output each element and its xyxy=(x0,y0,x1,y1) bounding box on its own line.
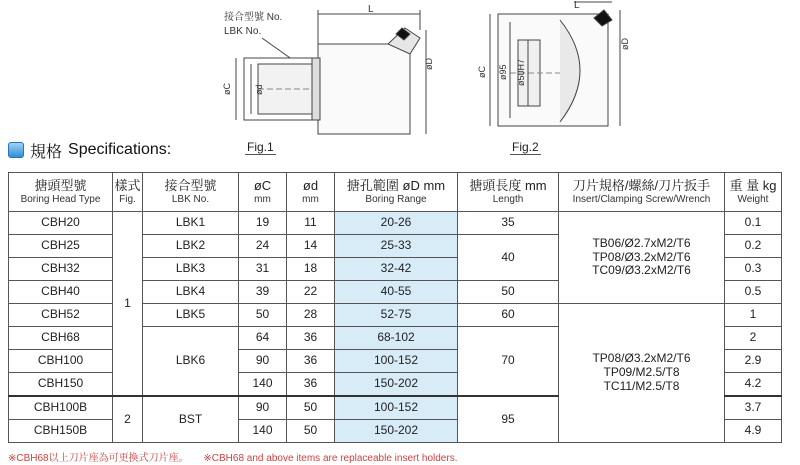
cell-d: 36 xyxy=(287,373,335,397)
cell-d: 50 xyxy=(287,396,335,420)
header-c: øC mm xyxy=(239,173,287,212)
cell-range: 100-152 xyxy=(335,350,458,373)
cell-weight: 4.2 xyxy=(725,373,782,397)
cell-weight: 0.3 xyxy=(725,258,782,281)
footnote-en: ※CBH68 and above items are replaceable insert holders. xyxy=(203,453,458,464)
cell-lbk: LBK1 xyxy=(143,212,239,235)
cell-c: 24 xyxy=(239,235,287,258)
fig2-dim-D: øD xyxy=(620,38,630,50)
header-weight: 重 量 kg Weight xyxy=(725,173,782,212)
cell-d: 36 xyxy=(287,350,335,373)
cell-c: 50 xyxy=(239,304,287,327)
cell-lbk: BST xyxy=(143,396,239,443)
cell-weight: 0.2 xyxy=(725,235,782,258)
section-bullet-icon xyxy=(8,142,24,158)
figures-area xyxy=(0,0,800,160)
insert-spec: TC09/Ø3.2xM2/T6 xyxy=(592,263,691,278)
cell-lbk: LBK3 xyxy=(143,258,239,281)
cell-weight: 4.9 xyxy=(725,420,782,443)
figure-2-drawing xyxy=(477,0,630,126)
header-type: 搪頭型號 Boring Head Type xyxy=(9,173,113,212)
cell-range: 40-55 xyxy=(335,281,458,304)
cell-range: 32-42 xyxy=(335,258,458,281)
header-lbk: 接合型號 LBK No. xyxy=(143,173,239,212)
fig1-dim-L: L xyxy=(368,4,374,15)
cell-range: 25-33 xyxy=(335,235,458,258)
figure-1-label: Fig.1 xyxy=(247,140,274,154)
cell-d: 18 xyxy=(287,258,335,281)
cell-type: CBH52 xyxy=(9,304,113,327)
header-insert: 刀片規格/螺絲/刀片扳手 Insert/Clamping Screw/Wrench xyxy=(559,173,725,212)
cell-type: CBH32 xyxy=(9,258,113,281)
insert-spec: TP09/M2.5/T8 xyxy=(603,365,680,380)
cell-c: 19 xyxy=(239,212,287,235)
footnote-zh: ※CBH68以上刀片座為可更換式刀片座。 xyxy=(8,453,189,464)
specifications-table xyxy=(8,172,782,443)
cell-d: 22 xyxy=(287,281,335,304)
fig1-dim-d: ød xyxy=(254,84,264,95)
cell-weight: 2.9 xyxy=(725,350,782,373)
specifications-title-zh: 規格 xyxy=(30,143,63,161)
cell-fig-group: 1 xyxy=(113,212,143,397)
cell-range: 52-75 xyxy=(335,304,458,327)
fig2-dim-50H7: ø50H7 xyxy=(516,58,526,86)
table-header-row xyxy=(9,173,782,212)
cell-length: 95 xyxy=(458,396,559,443)
insert-spec: TB06/Ø2.7xM2/T6 xyxy=(592,235,691,250)
cell-d: 36 xyxy=(287,327,335,350)
fig1-dim-C: øC xyxy=(222,83,232,95)
fig1-dim-D: øD xyxy=(424,58,434,70)
cell-lbk: LBK6 xyxy=(143,327,239,397)
cell-length: 60 xyxy=(458,304,559,327)
cell-d: 14 xyxy=(287,235,335,258)
cell-type: CBH100B xyxy=(9,396,113,420)
cell-type: CBH100 xyxy=(9,350,113,373)
insert-spec: TP08/Ø3.2xM2/T6 xyxy=(592,249,691,264)
header-d: ød mm xyxy=(287,173,335,212)
cell-range: 68-102 xyxy=(335,327,458,350)
cell-weight: 0.5 xyxy=(725,281,782,304)
cell-weight: 3.7 xyxy=(725,396,782,420)
fig2-dim-C: øC xyxy=(477,66,487,78)
cell-c: 140 xyxy=(239,373,287,397)
cell-weight: 0.1 xyxy=(725,212,782,235)
cell-lbk: LBK5 xyxy=(143,304,239,327)
header-length: 搪頭長度 mm Length xyxy=(458,173,559,212)
cell-range: 150-202 xyxy=(335,420,458,443)
cell-c: 90 xyxy=(239,350,287,373)
figure-1-drawing xyxy=(222,4,434,134)
cell-lbk: LBK2 xyxy=(143,235,239,258)
cell-d: 11 xyxy=(287,212,335,235)
cell-c: 90 xyxy=(239,396,287,420)
table-row xyxy=(9,212,782,235)
footnote xyxy=(8,449,457,464)
cell-type: CBH40 xyxy=(9,281,113,304)
specifications-heading xyxy=(8,140,171,160)
cell-weight: 1 xyxy=(725,304,782,327)
cell-length: 35 xyxy=(458,212,559,235)
cell-type: CBH20 xyxy=(9,212,113,235)
cell-type: CBH150 xyxy=(9,373,113,397)
cell-insert-group xyxy=(559,304,725,443)
header-fig: 樣式 Fig. xyxy=(113,173,143,212)
header-range: 搪孔範圍 øD mm Boring Range xyxy=(335,173,458,212)
specifications-title-en: Specifications: xyxy=(68,141,172,158)
figure-2-label: Fig.2 xyxy=(512,140,539,154)
cell-c: 64 xyxy=(239,327,287,350)
cell-weight: 2 xyxy=(725,327,782,350)
cell-length: 40 xyxy=(458,235,559,281)
cell-c: 31 xyxy=(239,258,287,281)
cell-lbk: LBK4 xyxy=(143,281,239,304)
cell-d: 50 xyxy=(287,420,335,443)
cell-range: 100-152 xyxy=(335,396,458,420)
cell-d: 28 xyxy=(287,304,335,327)
cell-range: 150-202 xyxy=(335,373,458,397)
fig1-callout-zh: 接合型號 No. xyxy=(224,12,283,23)
insert-spec: TC11/M2.5/T8 xyxy=(603,378,680,393)
fig2-dim-L: L xyxy=(574,0,580,11)
cell-c: 39 xyxy=(239,281,287,304)
cell-type: CBH25 xyxy=(9,235,113,258)
fig1-callout-en: LBK No. xyxy=(224,26,262,37)
cell-c: 140 xyxy=(239,420,287,443)
cell-insert-group xyxy=(559,212,725,304)
drawing-svg xyxy=(0,0,800,160)
cell-type: CBH150B xyxy=(9,420,113,443)
cell-length: 50 xyxy=(458,281,559,304)
fig2-dim-95: ø95 xyxy=(498,64,508,80)
cell-fig-group: 2 xyxy=(113,396,143,443)
cell-length: 70 xyxy=(458,327,559,397)
insert-spec: TP08/Ø3.2xM2/T6 xyxy=(592,351,691,366)
cell-range: 20-26 xyxy=(335,212,458,235)
cell-type: CBH68 xyxy=(9,327,113,350)
